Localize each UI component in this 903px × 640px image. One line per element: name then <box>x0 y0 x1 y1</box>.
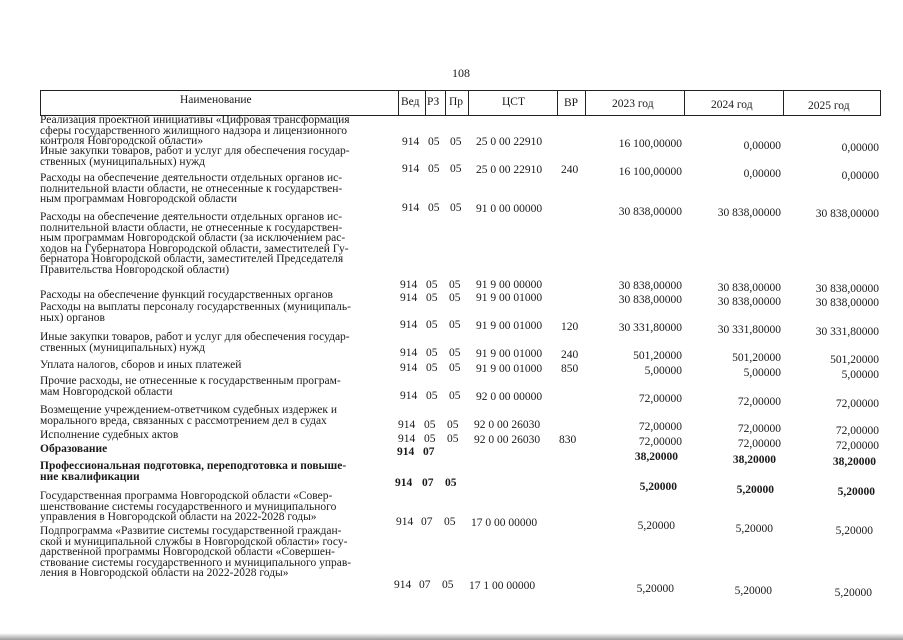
row-2023: 5,20000 <box>636 583 674 595</box>
row-2024: 501,20000 <box>732 352 781 364</box>
row-2023: 30 838,00000 <box>618 206 682 218</box>
row-pr: 05 <box>444 516 456 528</box>
row-name: Расходы на выплаты персоналу государственных (муниципаль- ных) органов <box>40 301 351 324</box>
row-rz: 05 <box>428 163 440 175</box>
row-2025: 72,00000 <box>835 398 879 410</box>
header-2023: 2023 год <box>612 98 654 110</box>
row-rz: 07 <box>421 516 433 528</box>
row-name: Уплата налогов, сборов и иных платежей <box>40 359 242 371</box>
divider <box>425 91 426 115</box>
row-cst: 92 0 00 26030 <box>474 419 541 431</box>
table-header <box>40 90 881 116</box>
row-2023: 30 331,80000 <box>618 322 682 334</box>
row-rz: 05 <box>426 292 438 304</box>
divider <box>468 91 469 115</box>
header-rz: РЗ <box>427 96 440 108</box>
row-ved: 914 <box>400 362 418 374</box>
header-2024: 2024 год <box>711 99 753 111</box>
divider <box>445 91 446 115</box>
row-rz: 07 <box>419 579 431 591</box>
row-name: Реализация проектной инициативы «Цифровая трансформация сферы государственного жилищного надзора и лицензионного контроля Новгородской области» <box>40 114 350 148</box>
header-2025: 2025 год <box>808 100 850 112</box>
row-2025: 501,20000 <box>830 354 879 366</box>
row-2025: 38,20000 <box>832 456 876 468</box>
row-cst: 91 9 00 01000 <box>476 363 543 375</box>
row-2025: 5,20000 <box>835 525 873 537</box>
row-2023: 16 100,00000 <box>618 166 682 178</box>
row-2023: 72,00000 <box>638 393 682 405</box>
row-2025: 5,20000 <box>834 587 872 599</box>
divider <box>40 91 41 115</box>
row-2025: 30 838,00000 <box>815 208 879 220</box>
row-ved: 914 <box>394 579 412 591</box>
row-2024: 30 838,00000 <box>717 207 781 219</box>
row-2024: 5,20000 <box>735 523 773 535</box>
row-ved: 914 <box>400 347 418 359</box>
row-2024: 5,00000 <box>743 367 781 379</box>
row-cst: 91 0 00 00000 <box>476 203 543 215</box>
row-2023: 501,20000 <box>633 350 682 362</box>
row-pr: 05 <box>449 279 461 291</box>
row-cst: 92 0 00 00000 <box>476 391 543 403</box>
row-2025: 5,00000 <box>841 369 879 381</box>
row-ved: 914 <box>396 516 414 528</box>
row-rz: 07 <box>422 477 434 489</box>
divider <box>585 91 586 115</box>
row-name: Подпрограмма «Развитие системы государственной граждан- ской и муниципальной службы в Новгородской области» госу- дарственной программы Новгородской области «Совершен- ствование системы государственного и муниципального управ- ления в Новгородской области на 2022-2028 годы» <box>40 525 352 580</box>
row-rz: 05 <box>428 136 440 148</box>
header-name: Наименование <box>180 94 252 106</box>
row-name: Возмещение учреждением-ответчиком судебных издержек и морального вреда, связанных с рассмотрением дел в судах <box>40 404 337 427</box>
row-2023: 72,00000 <box>638 436 682 448</box>
row-ved: 914 <box>398 419 416 431</box>
header-cst: ЦСТ <box>502 96 525 108</box>
row-cst: 25 0 00 22910 <box>476 136 543 148</box>
row-name: Расходы на обеспечение деятельности отдельных органов ис- полнительной власти области, не отнесенные к государствен- ным программам Новгородской области <box>40 172 343 206</box>
row-ved: 914 <box>397 446 415 458</box>
row-rz: 05 <box>426 319 438 331</box>
row-ved: 914 <box>395 477 413 489</box>
row-name: Профессиональная подготовка, переподготовка и повыше- ние квалификации <box>40 460 347 483</box>
divider <box>398 91 399 115</box>
row-name: Расходы на обеспечение деятельности отдельных органов ис- полнительной власти области, не отнесенные к государствен- ным программам Новгородской области (за исключением рас- ходов на Губернатора Новгородской области, заместителей Гу- бернатора Новгородской области, заместителей Председателя Правительства Новгородской области) <box>40 211 349 276</box>
scan-edge <box>0 633 903 640</box>
row-pr: 05 <box>449 390 461 402</box>
row-2024: 0,00000 <box>743 168 781 180</box>
row-2024: 30 331,80000 <box>717 324 781 336</box>
row-name: Расходы на обеспечение функций государственных органов <box>40 289 333 301</box>
row-rz: 05 <box>426 390 438 402</box>
row-2025: 0,00000 <box>841 142 879 154</box>
row-2024: 30 838,00000 <box>717 296 781 308</box>
row-cst: 92 0 00 26030 <box>474 434 541 446</box>
divider <box>557 91 558 115</box>
row-2023: 5,00000 <box>644 365 682 377</box>
row-pr: 05 <box>450 202 462 214</box>
row-2023: 16 100,00000 <box>618 138 682 150</box>
divider <box>684 91 685 115</box>
row-name: Государственная программа Новгородской области «Совер- шенствование системы государственного и муниципального управления в Новгородской области на 2022-2028 годы» <box>40 490 337 524</box>
row-vr: 240 <box>561 164 579 176</box>
header-pr: Пр <box>449 96 464 108</box>
row-cst: 91 9 00 01000 <box>476 348 543 360</box>
row-pr: 05 <box>449 292 461 304</box>
row-ved: 914 <box>402 136 420 148</box>
row-2023: 30 838,00000 <box>618 280 682 292</box>
row-2025: 5,20000 <box>837 486 875 498</box>
row-2024: 72,00000 <box>737 396 781 408</box>
row-ved: 914 <box>400 390 418 402</box>
row-2025: 30 838,00000 <box>815 283 879 295</box>
row-cst: 91 9 00 00000 <box>476 279 543 291</box>
row-2024: 38,20000 <box>732 454 776 466</box>
row-cst: 25 0 00 22910 <box>476 164 543 176</box>
row-ved: 914 <box>400 279 418 291</box>
divider <box>880 91 881 115</box>
row-cst: 91 9 00 01000 <box>476 320 543 332</box>
row-vr: 850 <box>561 363 579 375</box>
row-pr: 05 <box>450 136 462 148</box>
row-rz: 05 <box>426 347 438 359</box>
header-vr: ВР <box>564 97 579 109</box>
row-vr: 830 <box>559 434 577 446</box>
row-rz: 05 <box>424 433 436 445</box>
row-2023: 30 838,00000 <box>618 294 682 306</box>
row-name: Образование <box>40 443 108 455</box>
row-pr: 05 <box>449 319 461 331</box>
row-pr: 05 <box>449 362 461 374</box>
row-2024: 5,20000 <box>734 585 772 597</box>
header-ved: Вед <box>401 96 420 108</box>
row-rz: 05 <box>428 202 440 214</box>
row-ved: 914 <box>398 433 416 445</box>
row-2025: 72,00000 <box>835 440 879 452</box>
row-ved: 914 <box>400 292 418 304</box>
row-2024: 5,20000 <box>736 484 774 496</box>
row-rz: 05 <box>424 419 436 431</box>
row-vr: 240 <box>561 349 579 361</box>
row-2025: 30 331,80000 <box>815 326 879 338</box>
row-vr: 120 <box>561 321 579 333</box>
row-2024: 30 838,00000 <box>717 282 781 294</box>
row-pr: 05 <box>442 579 454 591</box>
row-pr: 05 <box>447 419 459 431</box>
row-pr: 05 <box>450 163 462 175</box>
page-number: 108 <box>452 66 470 80</box>
row-2023: 38,20000 <box>634 451 678 463</box>
row-name: Иные закупки товаров, работ и услуг для обеспечения государ- ственных (муниципальных) нужд <box>40 331 350 354</box>
row-2023: 72,00000 <box>638 421 682 433</box>
row-rz: 05 <box>426 362 438 374</box>
row-2023: 5,20000 <box>637 520 675 532</box>
row-ved: 914 <box>400 319 418 331</box>
row-2025: 30 838,00000 <box>815 297 879 309</box>
row-pr: 05 <box>445 477 457 489</box>
row-cst: 17 0 00 00000 <box>471 517 538 529</box>
row-2024: 72,00000 <box>737 438 781 450</box>
row-2024: 72,00000 <box>737 423 781 435</box>
row-rz: 05 <box>426 279 438 291</box>
row-pr: 05 <box>449 347 461 359</box>
row-name: Исполнение судебных актов <box>40 429 179 441</box>
divider <box>783 91 784 115</box>
row-2024: 0,00000 <box>743 140 781 152</box>
row-name: Иные закупки товаров, работ и услуг для обеспечения государ- ственных (муниципальных) нужд <box>40 145 350 168</box>
row-pr: 05 <box>447 433 459 445</box>
row-name: Прочие расходы, не отнесенные к государственным програм- мам Новгородской области <box>40 375 341 398</box>
row-cst: 91 9 00 01000 <box>476 292 543 304</box>
row-2023: 5,20000 <box>639 481 677 493</box>
row-ved: 914 <box>402 163 420 175</box>
row-2025: 0,00000 <box>841 170 879 182</box>
row-cst: 17 1 00 00000 <box>469 580 536 592</box>
row-2025: 72,00000 <box>835 425 879 437</box>
row-ved: 914 <box>402 202 420 214</box>
row-rz: 07 <box>423 446 435 458</box>
